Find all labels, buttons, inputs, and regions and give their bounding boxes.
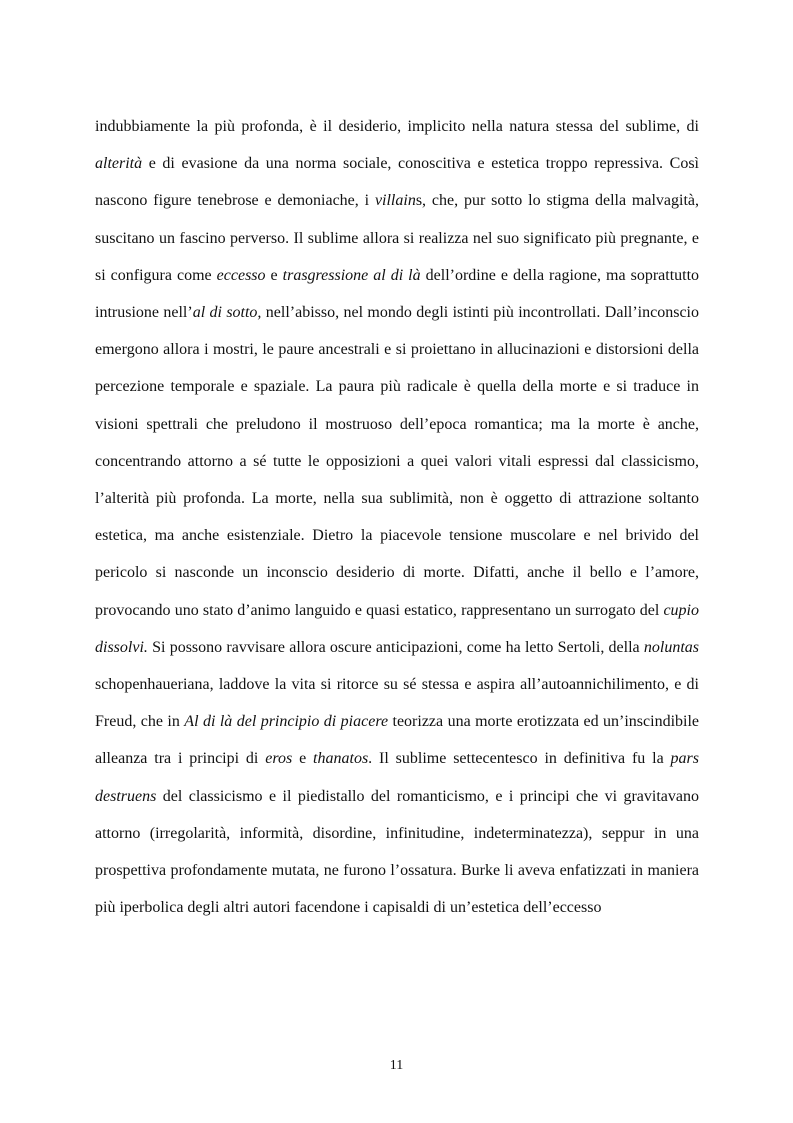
text-run: del classicismo e il piedistallo del romanticismo, e i principi che vi gravitavano attorno (irregolarità, informità, disordine, infinitudine, indeterminatezza), seppur in una prospettiva profondamente mutata, ne furono l’ossatura. Burke li aveva enfatizzati in maniera più iperbolica degli altri autori facendone i capisaldi di un’estetica dell’eccesso — [95, 787, 699, 917]
text-run: nell’abisso, nel mondo degli istinti più incontrollati. Dall’inconscio emergono allora i mostri, le paure ancestrali e si proiettano in allucinazioni e distorsioni della percezione temporale e spaziale. La paura più radicale è quella della morte e si traduce in visioni spettrali che preludono il mostruoso dell’epoca romantica; ma la morte è anche, concentrando attorno a sé tutte le opposizioni a quei valori vitali espressi dal classicismo, l’alterità più profonda. La morte, nella sua sublimità, non è oggetto di attrazione soltanto estetica, ma anche esistenziale. Dietro la piacevole tensione muscolare e nel brivido del pericolo si nasconde un inconscio desiderio di morte. Difatti, anche il bello e l’amore, provocando uno stato d’animo languido e quasi estatico, rappresentano un surrogato del — [95, 304, 699, 619]
italic-phrase: eccesso — [216, 266, 266, 284]
italic-phrase: alterità — [95, 155, 143, 173]
italic-phrase: noluntas — [643, 638, 699, 656]
italic-phrase: Al di là del principio di piacere — [184, 713, 389, 731]
italic-phrase: trasgressione al di là — [282, 266, 421, 284]
text-run: e — [265, 266, 283, 284]
italic-phrase: thanatos — [313, 750, 369, 768]
text-run: e di evasione da una norma sociale, conoscitiva e estetica troppo repressiva. Così nascono figure tenebrose e demoniache, i — [95, 155, 699, 210]
text-run: dell’ordine e della ragione, ma soprattutto intrusione nell’ — [95, 266, 700, 322]
text-run: schopenhaueriana, laddove la vita si ritorce su sé stessa e aspira all’autoannichilimento, e di Freud, che in — [95, 676, 699, 731]
text-run: Si possono ravvisare allora oscure anticipazioni, come ha letto Sertoli, della — [147, 638, 644, 656]
text-run: s, che, pur sotto lo stigma della malvagità, suscitano un fascino perverso. Il sublime allora si realizza nel suo significato più pregnante, e si configura come — [95, 192, 699, 284]
text-run: indubbiamente la più profonda, è il desiderio, implicito nella natura stessa del sublime, di — [95, 118, 699, 135]
italic-phrase: pars destruens — [95, 750, 699, 805]
italic-phrase: villain — [374, 192, 416, 210]
italic-phrase: cupio dissolvi. — [95, 601, 699, 656]
italic-phrase: eros — [265, 750, 293, 768]
text-run: teorizza una morte erotizzata ed un’inscindibile alleanza tra i principi di — [95, 713, 700, 768]
page-number: 11 — [389, 1058, 404, 1073]
italic-phrase: al di sotto, — [192, 304, 262, 322]
text-run: . Il sublime settecentesco in definitiva fu la — [368, 750, 671, 768]
body-paragraph — [95, 108, 699, 926]
text-run: e — [292, 750, 314, 768]
